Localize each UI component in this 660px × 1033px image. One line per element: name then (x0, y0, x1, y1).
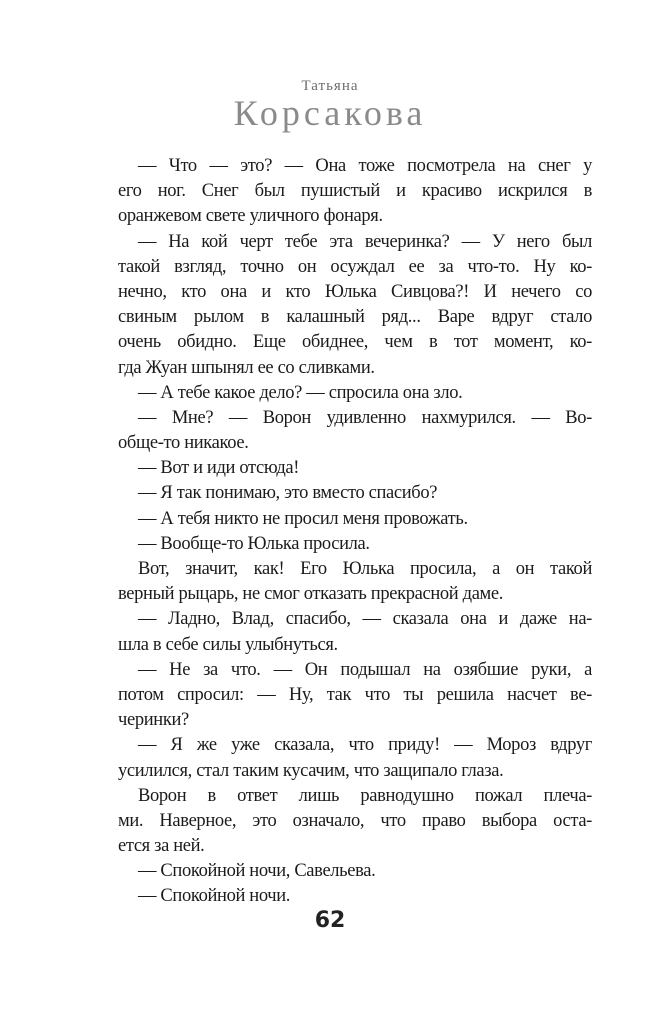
text-line: такой взгляд, точно он осуждал ее за что-то. Ну ко- (118, 256, 592, 277)
text-line: — А тебя никто не просил меня провожать. (138, 508, 468, 529)
text-line: — Вообще-то Юлька просила. (138, 533, 370, 554)
text-line: Ворон в ответ лишь равнодушно пожал плеча- (138, 785, 592, 806)
text-line: ми. Наверное, это означало, что право выбора оста- (118, 810, 592, 831)
text-line: потом спросил: — Ну, так что ты решила насчет ве- (118, 684, 592, 705)
text-line: шла в себе силы улыбнуться. (118, 634, 338, 655)
text-line: гда Жуан шпынял ее со сливками. (118, 357, 375, 378)
text-line: — Спокойной ночи, Савельева. (138, 861, 376, 882)
page-number: 62 (314, 908, 346, 933)
text-line: нечно, кто она и кто Юлька Сивцова?! И нечего со (118, 281, 592, 302)
author-first-name: Татьяна (301, 78, 359, 94)
text-line: — Что — это? — Она тоже посмотрела на снег у (138, 156, 592, 176)
text-line: обще-то никакое. (118, 433, 249, 454)
text-line: — Вот и иди отсюда! (138, 458, 300, 479)
text-line: усилился, стал таким кусачим, что защипало глаза. (118, 760, 504, 781)
body-text (118, 154, 592, 910)
text-line: очень обидно. Еще обиднее, чем в тот момент, ко- (118, 332, 592, 353)
text-line: оранжевом свете уличного фонаря. (118, 206, 383, 227)
text-line: черинки? (118, 710, 189, 731)
text-line: — Ладно, Влад, спасибо, — сказала она и даже на- (138, 609, 592, 630)
text-line: верный рыцарь, не смог отказать прекрасной даме. (118, 584, 504, 605)
text-line: Вот, значит, как! Его Юлька просила, а он такой (138, 559, 592, 579)
text-line: — Спокойной ночи. (138, 886, 291, 907)
text-line: — На кой черт тебе эта вечеринка? — У него был (138, 231, 592, 252)
text-line: — Не за что. — Он подышал на озябшие руки, а (138, 659, 592, 680)
text-line: свиным рылом в калашный ряд... Варе вдруг стало (118, 307, 592, 328)
text-line: — Я же уже сказала, что приду! — Мороз вдруг (138, 735, 592, 756)
text-line: — А тебе какое дело? — спросила она зло. (138, 382, 463, 403)
author-last-name: Корсакова (233, 93, 427, 133)
text-line: — Мне? — Ворон удивленно нахмурился. — Во- (138, 407, 592, 428)
text-line: его ног. Снег был пушистый и красиво искрился в (118, 181, 592, 202)
text-line: ется за ней. (118, 836, 205, 857)
text-line: — Я так понимаю, это вместо спасибо? (138, 483, 438, 504)
